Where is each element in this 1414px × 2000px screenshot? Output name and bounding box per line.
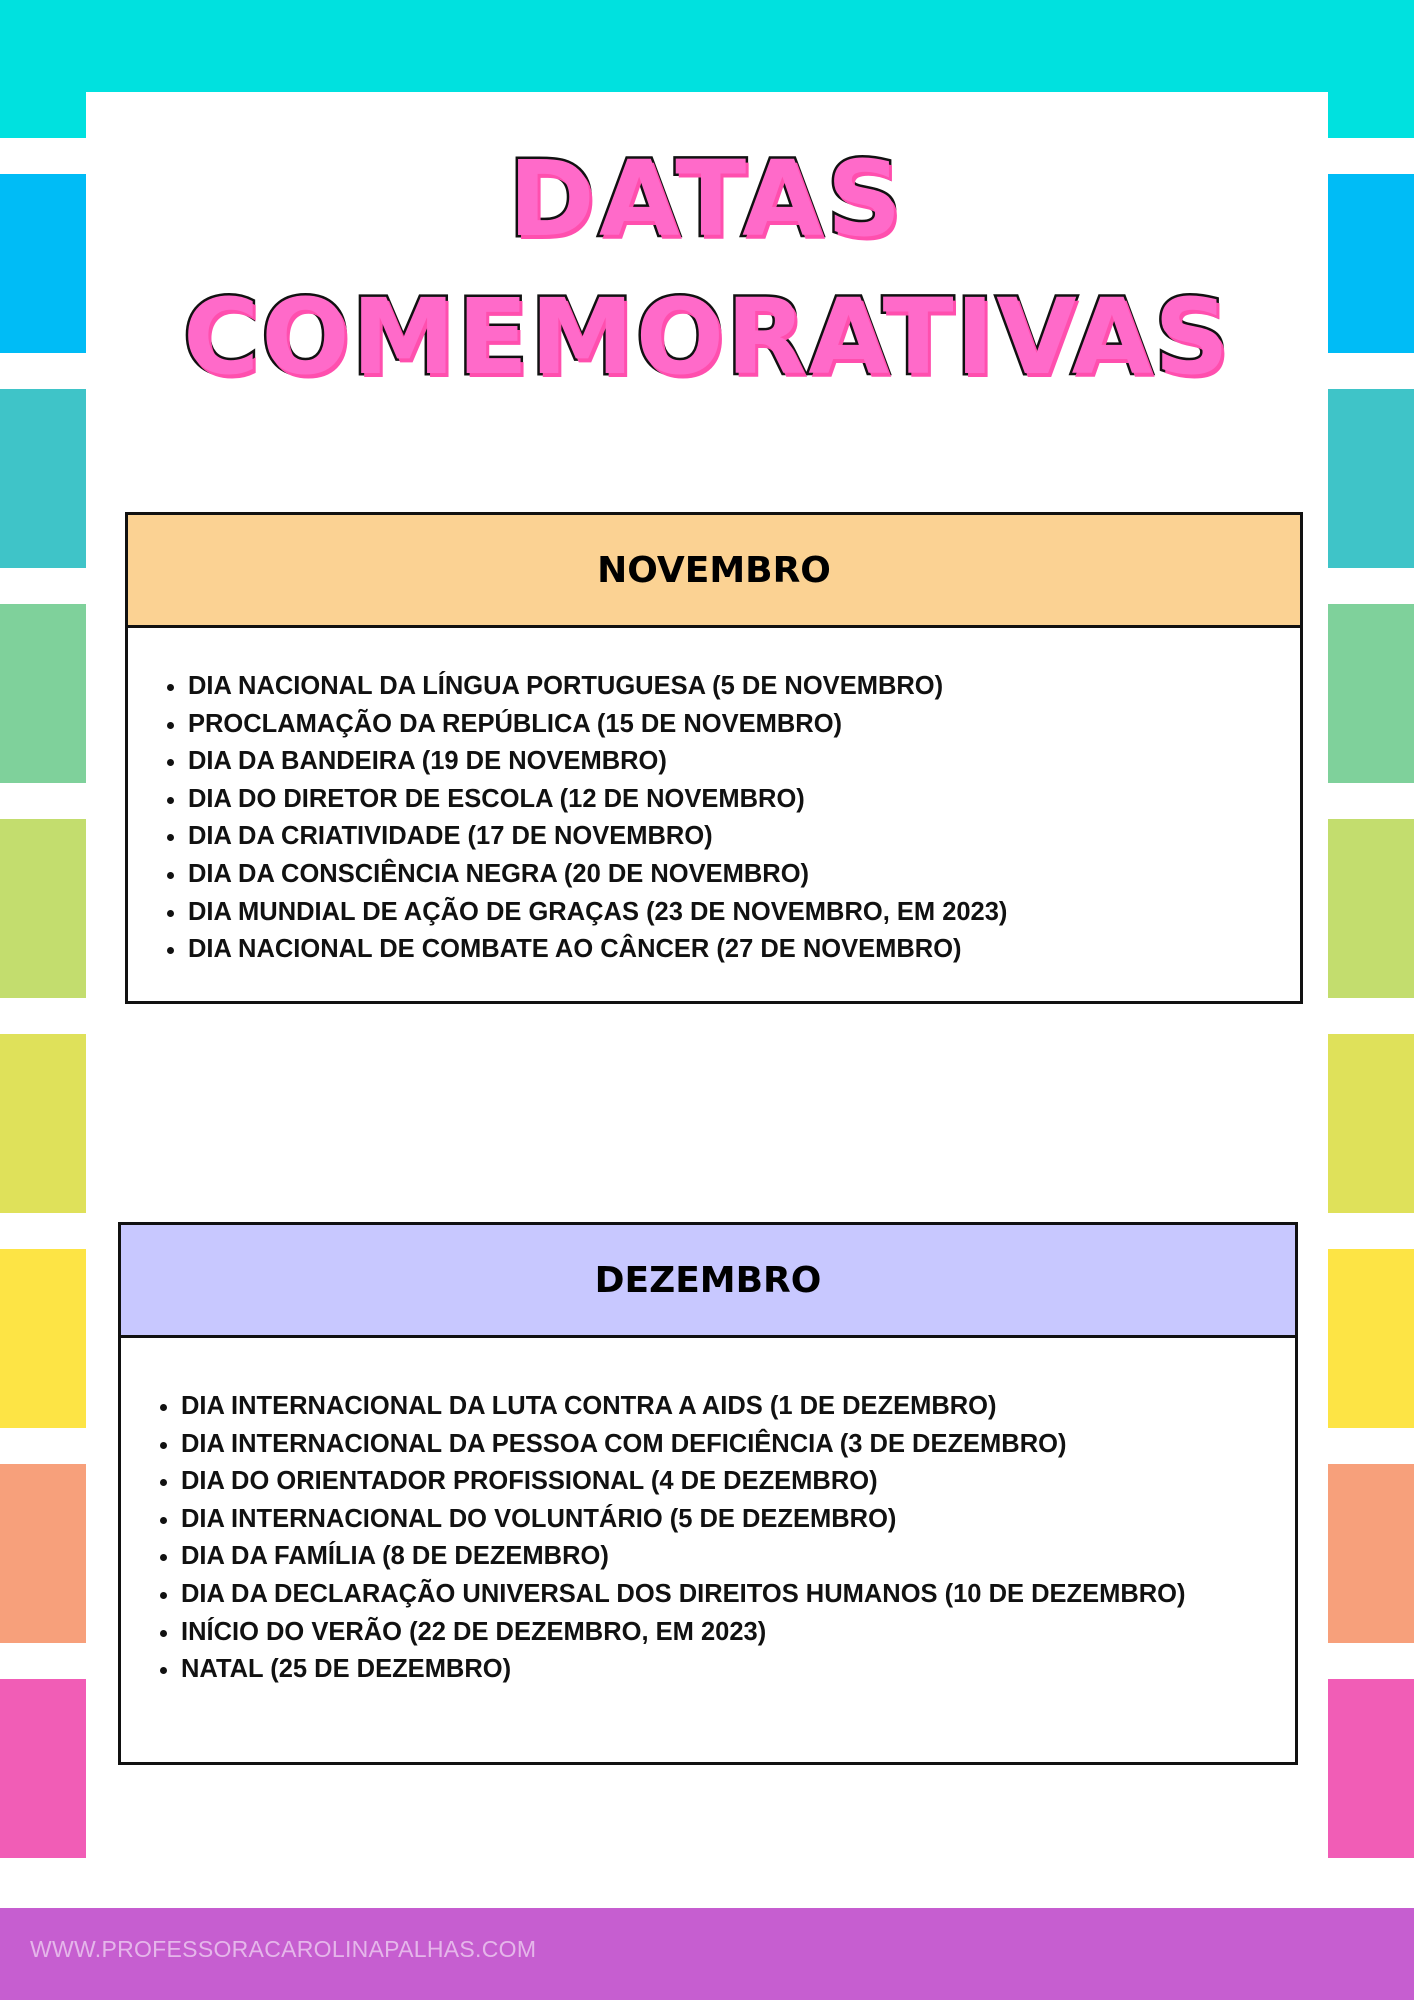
- list-item: • DIA INTERNACIONAL DO VOLUNTÁRIO (5 DE DEZEMBRO): [181, 1501, 1295, 1539]
- color-stripe: [1328, 1464, 1414, 1643]
- list-item: • DIA NACIONAL DA LÍNGUA PORTUGUESA (5 DE NOVEMBRO): [188, 668, 1300, 706]
- color-stripe: [1328, 1679, 1414, 1858]
- footer-website[interactable]: WWW.PROFESSORACAROLINAPALHAS.COM: [30, 1936, 537, 1962]
- color-stripe: [0, 819, 86, 998]
- list-item: • DIA DA DECLARAÇÃO UNIVERSAL DOS DIREITOS HUMANOS (10 DE DEZEMBRO): [181, 1576, 1295, 1614]
- color-stripe: [0, 1679, 86, 1858]
- color-stripe: [0, 1034, 86, 1213]
- color-stripe: [1328, 389, 1414, 568]
- list-item: • DIA DA CRIATIVIDADE (17 DE NOVEMBRO): [188, 818, 1300, 856]
- color-stripe: [0, 389, 86, 568]
- color-stripe: [1328, 1249, 1414, 1428]
- december-section: [118, 1222, 1298, 1765]
- color-stripe: [1328, 819, 1414, 998]
- list-item: • DIA DO ORIENTADOR PROFISSIONAL (4 DE DEZEMBRO): [181, 1463, 1295, 1501]
- november-heading: NOVEMBRO: [128, 515, 1300, 628]
- page-title-line-2: COMEMORATIVAS: [182, 276, 1232, 398]
- page-title-line-1: DATAS: [508, 138, 906, 260]
- color-stripe: [1328, 1034, 1414, 1213]
- november-list: [128, 668, 1300, 969]
- color-stripe: [1328, 604, 1414, 783]
- list-item: • PROCLAMAÇÃO DA REPÚBLICA (15 DE NOVEMBRO): [188, 706, 1300, 744]
- list-item: • DIA DA BANDEIRA (19 DE NOVEMBRO): [188, 743, 1300, 781]
- color-stripe: [0, 604, 86, 783]
- list-item: • DIA MUNDIAL DE AÇÃO DE GRAÇAS (23 DE NOVEMBRO, EM 2023): [188, 894, 1300, 932]
- list-item: • DIA NACIONAL DE COMBATE AO CÂNCER (27 DE NOVEMBRO): [188, 931, 1300, 969]
- list-item: • DIA DA FAMÍLIA (8 DE DEZEMBRO): [181, 1538, 1295, 1576]
- color-stripe: [0, 1249, 86, 1428]
- list-item: • DIA DA CONSCIÊNCIA NEGRA (20 DE NOVEMBRO): [188, 856, 1300, 894]
- december-list: [121, 1388, 1295, 1689]
- list-item: • DIA INTERNACIONAL DA PESSOA COM DEFICIÊNCIA (3 DE DEZEMBRO): [181, 1426, 1295, 1464]
- list-item: • DIA DO DIRETOR DE ESCOLA (12 DE NOVEMBRO): [188, 781, 1300, 819]
- november-section: [125, 512, 1303, 1004]
- december-heading: DEZEMBRO: [121, 1225, 1295, 1338]
- list-item: • NATAL (25 DE DEZEMBRO): [181, 1651, 1295, 1689]
- color-stripe: [0, 1464, 86, 1643]
- list-item: • DIA INTERNACIONAL DA LUTA CONTRA A AIDS (1 DE DEZEMBRO): [181, 1388, 1295, 1426]
- list-item: • INÍCIO DO VERÃO (22 DE DEZEMBRO, EM 2023): [181, 1614, 1295, 1652]
